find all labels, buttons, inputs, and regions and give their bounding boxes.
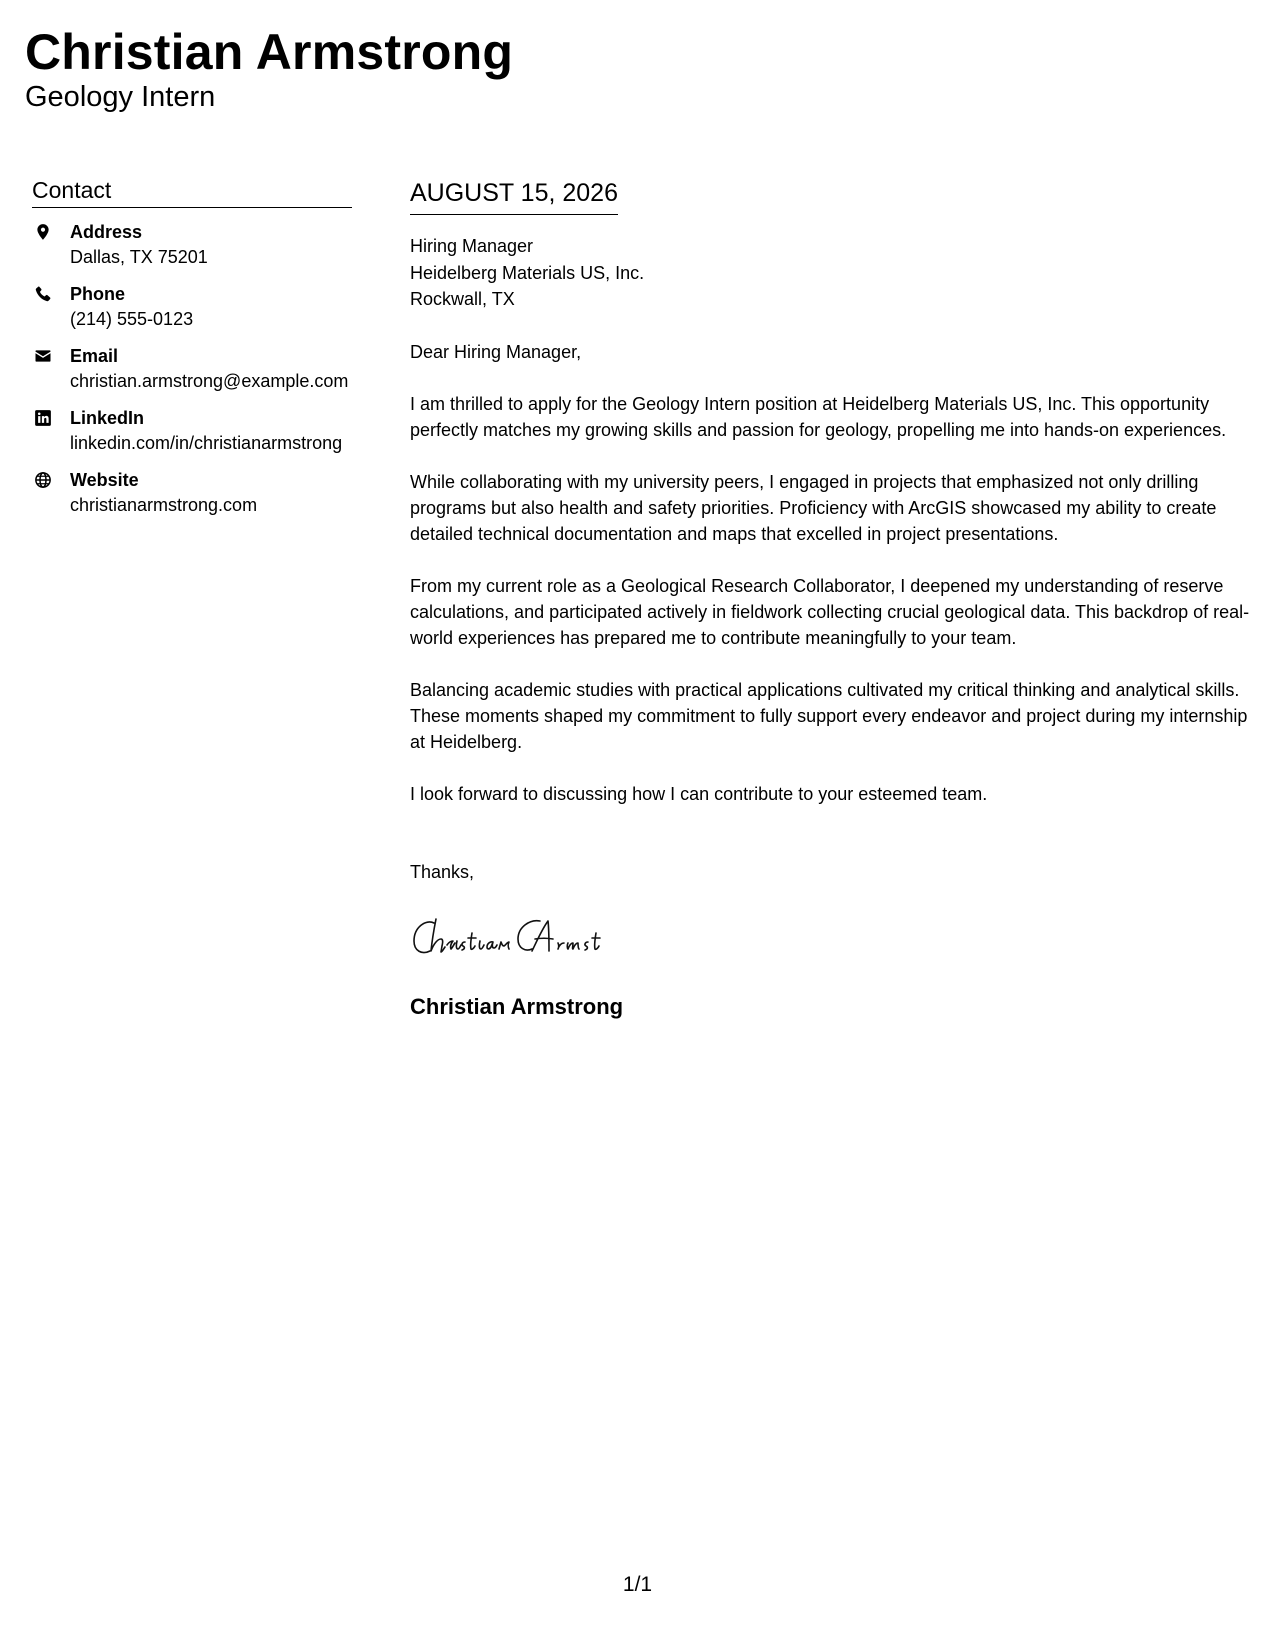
linkedin-icon <box>34 409 52 427</box>
body-paragraph: While collaborating with my university peers, I engaged in projects that emphasized not only drilling programs but also health and safety priorities. Proficiency with ArcGIS showcased my ability to create detailed technical documentation and maps that excelled in project presentations. <box>410 471 1217 544</box>
body-paragraph: I look forward to discussing how I can contribute to your esteemed team. <box>410 783 988 804</box>
linkedin-label: LinkedIn <box>70 408 145 428</box>
website-value: christianarmstrong.com <box>70 495 258 515</box>
phone-value: (214) 555-0123 <box>70 309 194 329</box>
contact-item-address <box>32 220 352 270</box>
map-pin-icon <box>34 223 52 241</box>
contact-item-website <box>32 468 352 518</box>
applicant-name: Christian Armstrong <box>25 24 514 80</box>
contact-sidebar <box>32 176 352 518</box>
body-paragraph: I am thrilled to apply for the Geology Intern position at Heidelberg Materials US, Inc. This opportunity perfectly matches my growing skills and passion for geology, propelling me into hands-on experiences. <box>410 393 1227 440</box>
salutation: Dear Hiring Manager, <box>410 341 582 362</box>
closing: Thanks, <box>410 861 475 882</box>
body-paragraph: Balancing academic studies with practical applications cultivated my critical thinking and analytical skills. These moments shaped my commitment to fully support every endeavor and project during my internship at Heidelberg. <box>410 679 1248 752</box>
email-label: Email <box>70 346 119 366</box>
phone-label: Phone <box>70 284 126 304</box>
contact-item-email <box>32 344 352 394</box>
linkedin-value: linkedin.com/in/christianarmstrong <box>70 433 343 453</box>
email-value: christian.armstrong@example.com <box>70 371 349 391</box>
letter-date: AUGUST 15, 2026 <box>410 178 618 215</box>
phone-icon <box>34 285 52 303</box>
contact-item-linkedin <box>32 406 352 456</box>
contact-item-phone <box>32 282 352 332</box>
recipient-line: Heidelberg Materials US, Inc. <box>410 262 645 283</box>
address-label: Address <box>70 222 143 242</box>
signer-name: Christian Armstrong <box>410 993 624 1019</box>
page-number: 1/1 <box>622 1573 653 1596</box>
recipient-line: Rockwall, TX <box>410 289 515 309</box>
handwritten-signature <box>410 911 680 969</box>
letter-body <box>410 178 1260 1021</box>
recipient-line: Hiring Manager <box>410 236 534 256</box>
globe-icon <box>34 471 52 489</box>
recipient-block <box>410 233 1260 313</box>
signature-image <box>410 911 1260 969</box>
job-title: Geology Intern <box>25 81 216 113</box>
letter-header <box>25 22 513 114</box>
contact-heading: Contact <box>32 176 352 208</box>
website-label: Website <box>70 470 139 490</box>
body-paragraph: From my current role as a Geological Research Collaborator, I deepened my understanding of reserve calculations, and participated actively in fieldwork collecting crucial geological data. This backdrop of real-world experiences has prepared me to contribute meaningfully to your team. <box>410 575 1250 648</box>
envelope-icon <box>34 347 52 365</box>
address-value: Dallas, TX 75201 <box>70 247 208 267</box>
